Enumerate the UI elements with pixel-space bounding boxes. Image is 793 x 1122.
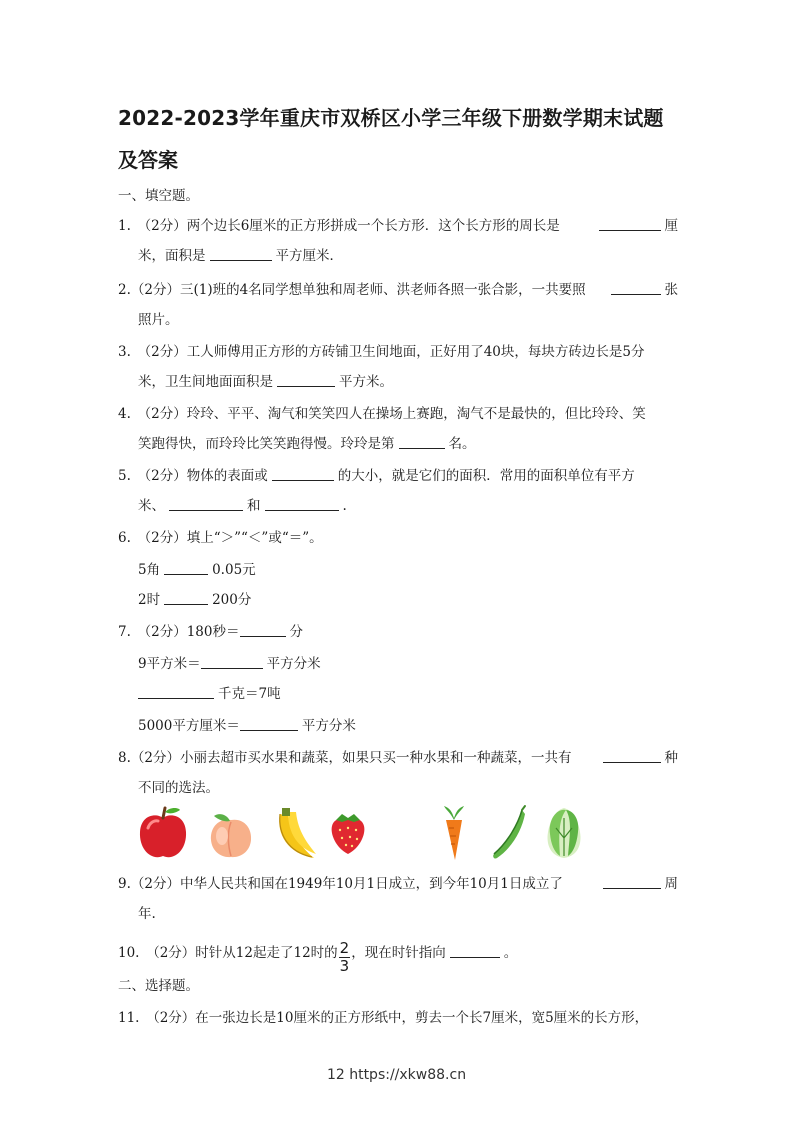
question-8-cont: 不同的选法。 [138, 780, 219, 796]
question-6-item-1: 5角 0.05元 [138, 562, 256, 578]
answer-blank[interactable] [272, 466, 334, 481]
answer-blank[interactable] [164, 590, 208, 605]
question-6-item-2: 2时 200分 [138, 592, 252, 608]
question-7-item-2: 9平方米＝ 平方分米 [138, 656, 321, 672]
answer-blank[interactable] [240, 622, 286, 637]
answer-blank[interactable] [599, 216, 661, 231]
answer-blank[interactable] [240, 716, 298, 731]
question-9: 9.（2分）中华人民共和国在1949年10月1日成立，到今年10月1日成立了 周 [118, 876, 678, 892]
question-1-cont: 米，面积是 平方厘米． [138, 248, 343, 264]
pea-pod-icon [488, 804, 528, 862]
banana-icon [274, 804, 318, 862]
question-4: 4. （2分）玲玲、平平、淘气和笑笑四人在操场上赛跑，淘气不是最快的，但比玲玲、笑 [118, 406, 646, 422]
peach-icon [206, 804, 256, 862]
page-footer[interactable]: 12 https://xkw88.cn [326, 1067, 467, 1083]
answer-blank[interactable] [277, 372, 335, 387]
answer-blank[interactable] [603, 874, 661, 889]
question-3: 3. （2分）工人师傅用正方形的方砖铺卫生间地面，正好用了40块，每块方砖边长是5分 [118, 344, 645, 360]
answer-blank[interactable] [611, 280, 661, 295]
question-1: 1. （2分）两个边长6厘米的正方形拼成一个长方形．这个长方形的周长是 厘 [118, 218, 678, 234]
section-heading-fill: 一、填空题。 [118, 188, 199, 204]
question-11: 11. （2分）在一张边长是10厘米的正方形纸中，剪去一个长7厘米，宽5厘米的长方形， [118, 1010, 649, 1026]
strawberry-icon [328, 804, 368, 862]
answer-blank[interactable] [603, 748, 661, 763]
carrot-icon [438, 804, 470, 862]
question-3-cont: 米，卫生间地面面积是 平方米。 [138, 374, 393, 390]
question-7: 7. （2分）180秒＝ 分 [118, 624, 303, 640]
question-7-item-4: 5000平方厘米＝ 平方分米 [138, 718, 356, 734]
answer-blank[interactable] [210, 246, 272, 261]
answer-blank[interactable] [169, 496, 243, 511]
answer-blank[interactable] [164, 560, 208, 575]
question-9-cont: 年. [138, 906, 156, 922]
answer-blank[interactable] [265, 496, 339, 511]
page-title: 2022-2023学年重庆市双桥区小学三年级下册数学期末试题 [118, 106, 664, 130]
section-heading-choice: 二、选择题。 [118, 978, 199, 994]
answer-blank[interactable] [138, 684, 214, 699]
fruit-vegetable-images [136, 804, 596, 866]
apple-icon [136, 804, 190, 862]
cabbage-icon [540, 804, 588, 862]
question-6: 6. （2分）填上“＞”“＜”或“＝”。 [118, 530, 323, 546]
answer-blank[interactable] [450, 943, 500, 958]
answer-blank[interactable] [399, 434, 445, 449]
question-10: 10. （2分）时针从12起走了12时的 $\frac{2}{3}$ ，现在时针指向 。 [118, 939, 518, 975]
question-8: 8.（2分）小丽去超市买水果和蔬菜，如果只买一种水果和一种蔬菜，一共有 种 [118, 750, 678, 766]
answer-blank[interactable] [201, 654, 263, 669]
question-5: 5. （2分）物体的表面或 的大小，就是它们的面积．常用的面积单位有平方 [118, 468, 635, 484]
page-title-continued: 及答案 [118, 148, 178, 172]
question-2: 2.（2分）三(1)班的4名同学想单独和周老师、洪老师各照一张合影，一共要照 张 [118, 282, 678, 298]
question-2-cont: 照片。 [138, 312, 179, 328]
fraction: $\frac{2}{3}$ [339, 939, 350, 975]
question-4-cont: 笑跑得快，而玲玲比笑笑跑得慢。玲玲是第 名。 [138, 436, 476, 452]
question-7-item-3: 千克＝7吨 [138, 684, 698, 704]
question-5-cont: 米、 和 . [138, 498, 347, 514]
